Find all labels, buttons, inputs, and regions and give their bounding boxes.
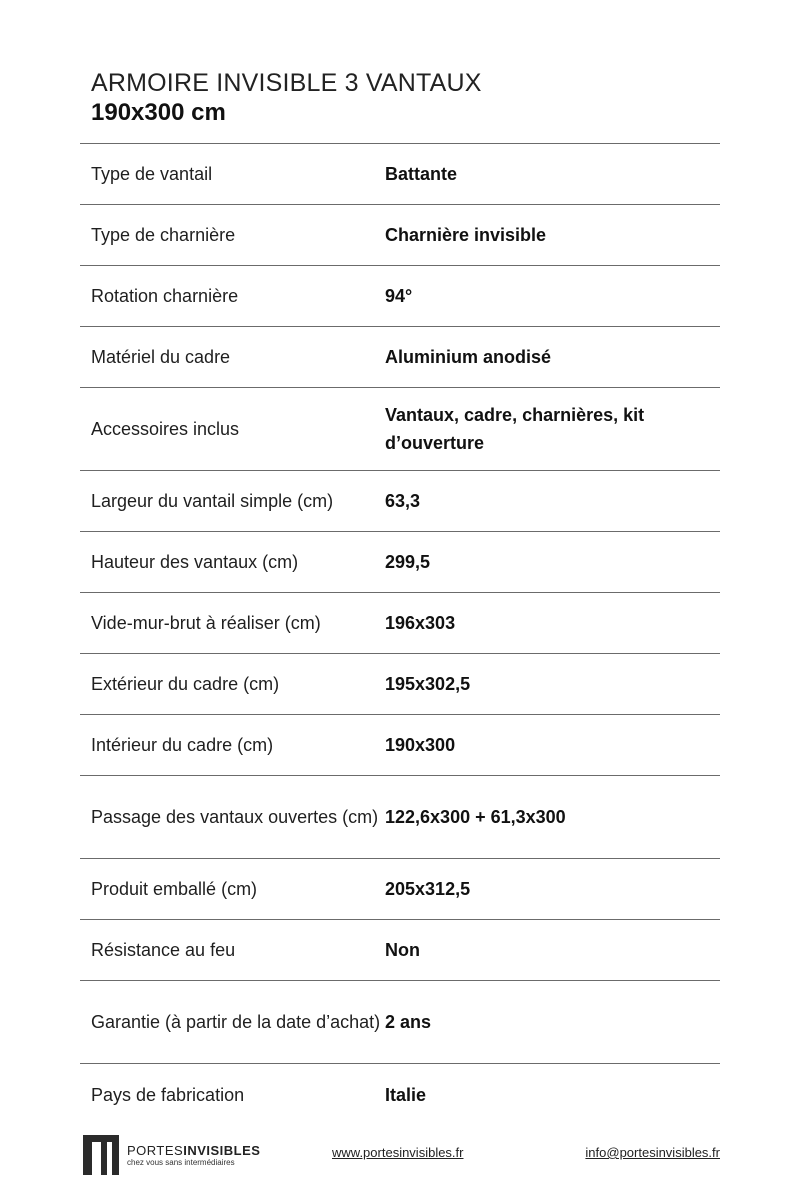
logo-name-bold: INVISIBLES [183, 1142, 261, 1158]
logo-tagline: chez vous sans intermédiaires [127, 1157, 235, 1167]
spec-label: Résistance au feu [91, 940, 236, 960]
spec-row-pays [80, 1064, 720, 1125]
spec-label: Pays de fabrication [91, 1084, 245, 1105]
spec-label: Largeur du vantail simple (cm) [91, 491, 334, 511]
spec-label: Intérieur du cadre (cm) [91, 735, 274, 755]
spec-row-exterieur [80, 654, 720, 715]
spec-value: Aluminium anodisé [385, 347, 552, 367]
spec-label: Type de charnière [91, 225, 236, 245]
page-subtitle: 190x300 cm [91, 99, 226, 126]
spec-value: 63,3 [385, 491, 421, 511]
spec-label: Garantie (à partir de la date d’achat) [91, 1012, 381, 1032]
spec-value: Non [385, 940, 420, 960]
spec-value: Charnière invisible [385, 225, 547, 245]
spec-value: 195x302,5 [385, 674, 471, 694]
spec-value: 196x303 [385, 613, 456, 633]
page-title: ARMOIRE INVISIBLE 3 VANTAUX [91, 69, 482, 97]
logo-name-light: PORTES [127, 1142, 184, 1158]
spec-value: 2 ans [385, 1012, 432, 1032]
spec-label: Hauteur des vantaux (cm) [91, 552, 299, 572]
spec-label: Type de vantail [91, 164, 213, 184]
brand-logo [83, 1135, 260, 1175]
spec-row-rotation [80, 266, 720, 327]
spec-row-accessoires [80, 388, 720, 471]
spec-value: 94° [385, 286, 413, 306]
spec-row-hauteur [80, 532, 720, 593]
door-logo-icon [83, 1135, 119, 1175]
logo-name [127, 1143, 260, 1158]
spec-row-materiel [80, 327, 720, 388]
spec-table [80, 143, 720, 1125]
spec-row-largeur [80, 471, 720, 532]
spec-label: Rotation charnière [91, 286, 239, 306]
spec-value: 190x300 [385, 735, 456, 755]
spec-label: Vide-mur-brut à réaliser (cm) [91, 613, 321, 633]
spec-value: Battante [385, 164, 458, 184]
spec-row-type-charniere [80, 205, 720, 266]
spec-label: Matériel du cadre [91, 347, 231, 367]
footer [0, 1130, 800, 1180]
title-block [91, 68, 482, 128]
spec-label: Passage des vantaux ouvertes (cm) [91, 807, 379, 827]
spec-row-emballe [80, 859, 720, 920]
spec-row-type-vantail [80, 144, 720, 205]
website-link[interactable]: www.portesinvisibles.fr [332, 1145, 464, 1160]
spec-value: 299,5 [385, 552, 431, 572]
spec-label: Extérieur du cadre (cm) [91, 674, 280, 694]
spec-value: 122,6x300 + 61,3x300 [385, 807, 566, 827]
logo-text [127, 1143, 260, 1168]
spec-row-interieur [80, 715, 720, 776]
spec-label: Produit emballé (cm) [91, 879, 258, 899]
spec-value: 205x312,5 [385, 879, 471, 899]
spec-row-garantie [80, 981, 720, 1064]
spec-value: Italie [385, 1084, 427, 1105]
email-link[interactable]: info@portesinvisibles.fr [585, 1145, 720, 1160]
spec-row-vide-mur [80, 593, 720, 654]
spec-row-feu [80, 920, 720, 981]
spec-row-passage [80, 776, 720, 859]
spec-value: Vantaux, cadre, charnières, kit d’ouverture [385, 405, 645, 453]
spec-label: Accessoires inclus [91, 419, 240, 439]
